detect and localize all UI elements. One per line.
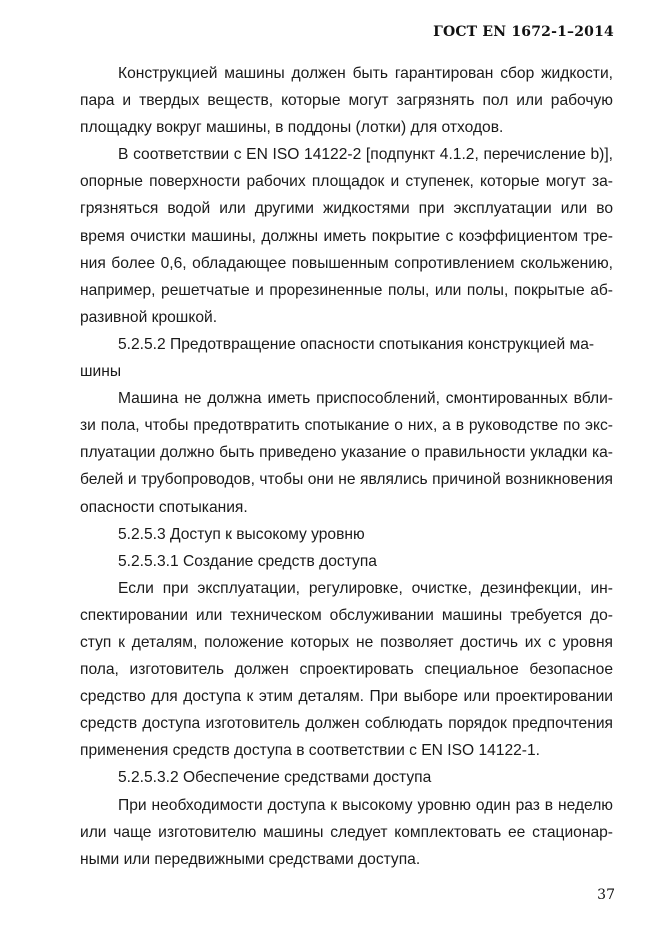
paragraph-liquid-collection: Конструкцией машины должен быть гарантирован сбор жидкости, пара и твердых веществ, которые могут загрязнять пол или рабочую площадку вокруг машины, в поддоны (лотки) для отходов. <box>80 65 613 137</box>
paragraph-access-means-design: Если при эксплуатации, регулировке, очистке, дезинфекции, инспектировании или техническом обслуживании машины требуется доступ к деталям, положение которых не позволяет достичь их с уровня пола, изготовитель должен спроектировать специальное безопасное средство для доступа к этим деталям. При выборе или проектировании средств доступа изготовитель должен соблюдать порядок предпочтения применения средств доступа в соответствии с EN ISO 14122-1. <box>80 579 613 760</box>
section-heading-5-2-5-2: 5.2.5.2 Предотвращение опасности спотыкания конструкцией машины <box>80 335 595 381</box>
paragraph-access-means-provision: При необходимости доступа к высокому уровню один раз в неделю или чаще изготовителю машины следует комплектовать ее стационарными или передвижными средствами доступа. <box>80 796 613 868</box>
section-heading-5-2-5-3-1: 5.2.5.3.1 Создание средств доступа <box>118 552 377 570</box>
section-heading-5-2-5-3: 5.2.5.3 Доступ к высокому уровню <box>118 525 365 543</box>
paragraph-tripping-prevention: Машина не должна иметь приспособлений, смонтированных вблизи пола, чтобы предотвратить спотыкание о них, а в руководстве по эксплуатации должно быть приведено указание о правильности укладки кабелей и трубопроводов, чтобы они не являлись причиной возникновения опасности спотыкания. <box>80 390 613 516</box>
document-body <box>80 60 613 873</box>
paragraph-support-surfaces: В соответствии с EN ISO 14122-2 [подпункт 4.1.2, перечисление b)], опорные поверхности рабочих площадок и ступенек, которые могут загрязняться водой или другими жидкостями при эксплуатации или во время очистки машины, должны иметь покрытие с коэффициентом трения более 0,6, обладающее повышенным сопротивлением скольжению, например, решетчатые и прорезиненные полы, или полы, покрытые абразивной крошкой. <box>80 146 613 326</box>
page-number: 37 <box>597 887 615 903</box>
section-heading-5-2-5-3-2: 5.2.5.3.2 Обеспечение средствами доступа <box>118 769 432 787</box>
document-code-header: ГОСТ EN 1672-1–2014 <box>433 24 614 40</box>
